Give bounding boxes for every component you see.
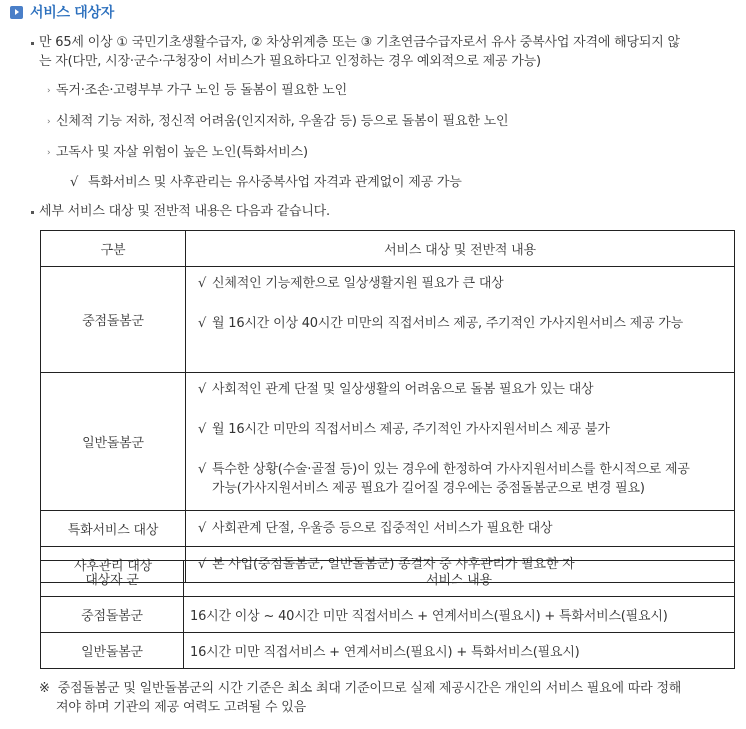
row-group: 중점돌봄군 <box>41 597 184 633</box>
detail-intro: 세부 서비스 대상 및 전반적 내용은 다음과 같습니다. <box>39 204 330 219</box>
table-header-category: 구분 <box>41 231 186 267</box>
square-bullet-icon <box>31 211 34 214</box>
row-item-continuation: 가능(가사지원서비스 제공 필요가 길어질 경우에는 중점돌봄군으로 변경 필요) <box>212 481 645 496</box>
table-header-group: 대상자 군 <box>41 561 184 597</box>
eligibility-sub-item: 고독사 및 자살 위험이 높은 노인(특화서비스) <box>56 145 308 160</box>
footnote-line2: 져야 하며 기관의 제공 여력도 고려될 수 있음 <box>56 700 306 715</box>
row-item: 사회적인 관계 단절 및 일상생활의 어려움으로 돌봄 필요가 있는 대상 <box>212 382 594 397</box>
footnote-line1 <box>39 679 681 698</box>
check-mark: √ <box>198 521 207 536</box>
row-category: 사후관리 대상 <box>41 547 186 583</box>
play-bullet-icon <box>10 6 23 19</box>
check-mark: √ <box>198 557 207 572</box>
table-row <box>41 373 735 511</box>
section-header <box>10 2 114 22</box>
table-header-content: 서비스 대상 및 전반적 내용 <box>186 231 735 267</box>
eligibility-sub-item: 신체적 기능 저하, 정신적 어려움(인지저하, 우울감 등) 등으로 돌봄이 필요한 노인 <box>56 114 509 129</box>
section-title: 서비스 대상자 <box>30 5 114 21</box>
row-category: 중점돌봄군 <box>41 267 186 373</box>
row-category: 특화서비스 대상 <box>41 511 186 547</box>
row-item: 신체적인 기능제한으로 일상생활지원 필요가 큰 대상 <box>212 276 504 291</box>
eligibility-text-line1: 만 65세 이상 ① 국민기초생활수급자, ② 차상위계층 또는 ③ 기초연금수급자로서 유사 중복사업 자격에 해당되지 않 <box>39 35 680 50</box>
row-item: 본 사업(중점돌봄군, 일반돌봄군) 종결자 중 사후관리가 필요한 자 <box>212 557 575 572</box>
arrow-bullet-icon: › <box>47 148 51 158</box>
row-content: 16시간 이상 ~ 40시간 미만 직접서비스 + 연계서비스(필요시) + 특화서비스(필요시) <box>184 597 735 633</box>
check-mark: √ <box>198 276 207 291</box>
check-mark: √ <box>198 316 207 331</box>
special-service-note-text: 특화서비스 및 사후관리는 유사중복사업 자격과 관계없이 제공 가능 <box>88 175 462 190</box>
row-content: 16시간 미만 직접서비스 + 연계서비스(필요시) + 특화서비스(필요시) <box>184 633 735 669</box>
check-mark: √ <box>70 175 79 190</box>
special-service-note <box>70 173 462 192</box>
row-item: 특수한 상황(수술·골절 등)이 있는 경우에 한정하여 가사지원서비스를 한시적으로 제공 <box>212 462 690 477</box>
service-content-table <box>40 560 735 669</box>
row-category: 일반돌봄군 <box>41 373 186 511</box>
footnote-text: 중점돌봄군 및 일반돌봄군의 시간 기준은 최소 최대 기준이므로 실제 제공시간은 개인의 서비스 필요에 따라 정해 <box>57 681 682 696</box>
service-target-table <box>40 230 735 583</box>
row-item: 월 16시간 미만의 직접서비스 제공, 주기적인 가사지원서비스 제공 불가 <box>212 422 610 437</box>
check-mark: √ <box>198 382 207 397</box>
eligibility-sub-item: 독거·조손·고령부부 가구 노인 등 돌봄이 필요한 노인 <box>56 83 347 98</box>
table-row <box>41 267 735 373</box>
table-header-content: 서비스 내용 <box>184 561 735 597</box>
table-row <box>41 633 735 669</box>
check-mark: √ <box>198 462 207 477</box>
table-row <box>41 597 735 633</box>
square-bullet-icon <box>31 42 34 45</box>
row-group: 일반돌봄군 <box>41 633 184 669</box>
row-item: 사회관계 단절, 우울증 등으로 집중적인 서비스가 필요한 대상 <box>212 521 553 536</box>
check-mark: √ <box>198 422 207 437</box>
reference-mark: ※ <box>39 681 50 696</box>
eligibility-text-line2: 는 자(다만, 시장·군수·구청장이 서비스가 필요하다고 인정하는 경우 예외적으로 제공 가능) <box>39 54 541 69</box>
table-row <box>41 511 735 547</box>
arrow-bullet-icon: › <box>47 86 51 96</box>
row-item: 월 16시간 이상 40시간 미만의 직접서비스 제공, 주기적인 가사지원서비스 제공 가능 <box>212 316 683 331</box>
arrow-bullet-icon: › <box>47 117 51 127</box>
